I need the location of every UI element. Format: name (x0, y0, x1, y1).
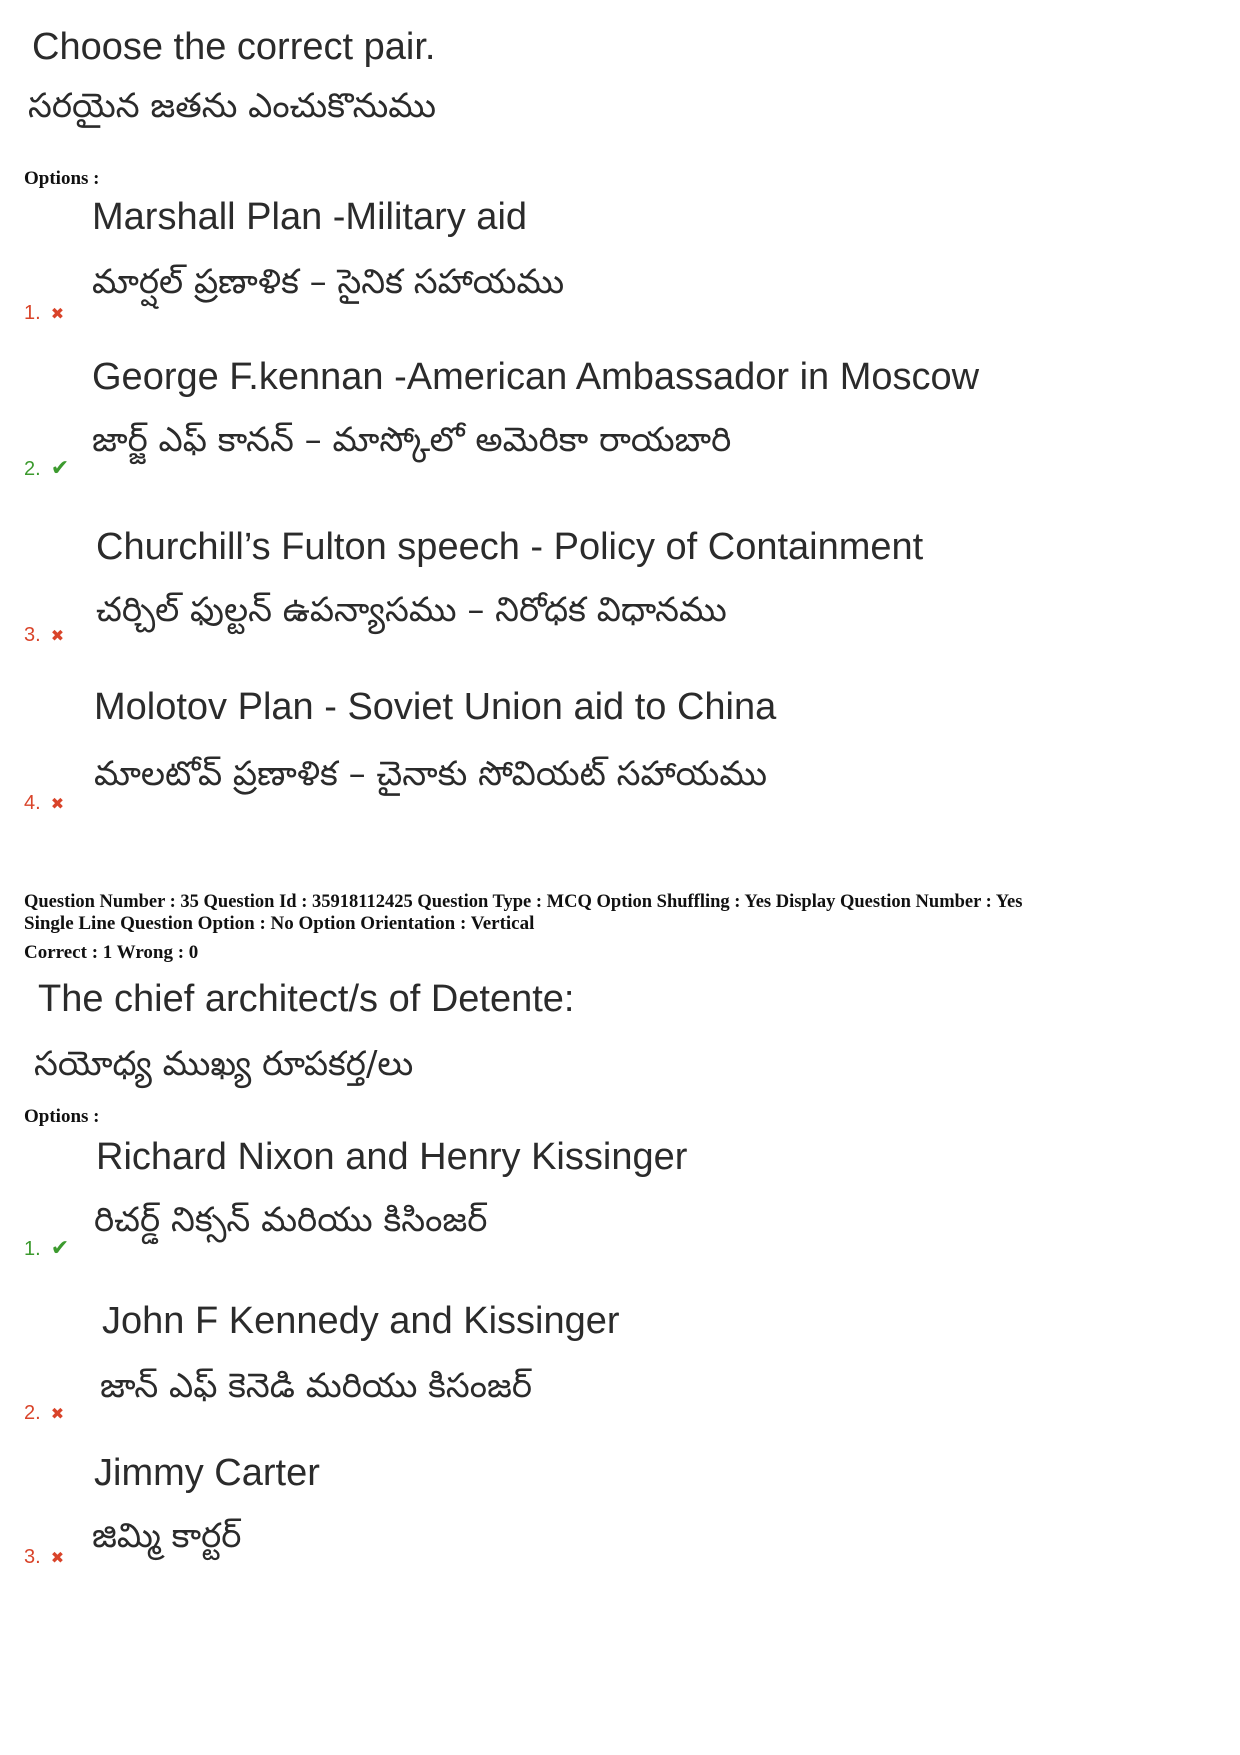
option-text-te: జార్జ్ ఎఫ్ కానన్ – మాస్కోలో అమెరికా రాయబారి (92, 420, 732, 460)
question-metadata-line2: Single Line Question Option : No Option Orientation : Vertical (24, 913, 535, 934)
option-text-te: జాన్ ఎఫ్ కెనెడి మరియు కిసంజర్ (100, 1366, 533, 1406)
question-text-en: The chief architect/s of Detente: (38, 978, 575, 1020)
option-number: 3. ✖ (24, 1546, 65, 1568)
option-text-te: మార్షల్ ప్రణాళిక – సైనిక సహాయము (92, 262, 565, 302)
option-text-en: George F.kennan -American Ambassador in Moscow (92, 356, 980, 398)
options-label: Options : (24, 168, 100, 189)
option-text-en: Marshall Plan -Military aid (92, 196, 528, 238)
question-metadata-line1: Question Number : 35 Question Id : 35918112425 Question Type : MCQ Option Shuffling : Yes Display Question Number : Yes (24, 892, 1023, 912)
wrong-icon: ✖ (50, 626, 65, 645)
option-text-en: Jimmy Carter (94, 1452, 320, 1494)
options-label: Options : (24, 1106, 100, 1127)
option-number: 2. ✔ (24, 456, 70, 481)
check-icon: ✔ (50, 456, 70, 481)
check-icon: ✔ (50, 1236, 70, 1261)
question-text-en: Choose the correct pair. (32, 26, 436, 68)
wrong-icon: ✖ (50, 794, 65, 813)
question-text-te: సరయైన జతను ఎంచుకొనుము (28, 86, 436, 126)
question-text-te: సయోధ్య ముఖ్య రూపకర్త/లు (34, 1044, 414, 1084)
option-text-te: రిచర్డ్ నిక్సన్ మరియు కిసింజర్ (94, 1200, 488, 1240)
option-text-te: మాలటోవ్ ప్రణాళిక – చైనాకు సోవియట్ సహాయము (94, 754, 768, 794)
wrong-icon: ✖ (50, 304, 65, 323)
option-text-en: Churchill’s Fulton speech - Policy of Containment (96, 526, 924, 568)
option-number: 2. ✖ (24, 1402, 65, 1424)
wrong-icon: ✖ (50, 1404, 65, 1423)
option-text-en: John F Kennedy and Kissinger (102, 1300, 620, 1342)
option-number: 1. ✖ (24, 302, 65, 324)
option-number: 1. ✔ (24, 1236, 70, 1261)
option-text-te: జిమ్మి కార్టర్ (92, 1516, 242, 1556)
option-text-en: Richard Nixon and Henry Kissinger (96, 1136, 688, 1178)
option-number: 4. ✖ (24, 792, 65, 814)
option-number: 3. ✖ (24, 624, 65, 646)
option-text-te: చర్చిల్ ఫుల్టన్ ఉపన్యాసము – నిరోధక విధానము (96, 590, 727, 630)
marks-scheme: Correct : 1 Wrong : 0 (24, 942, 199, 963)
option-text-en: Molotov Plan - Soviet Union aid to China (94, 686, 777, 728)
wrong-icon: ✖ (50, 1548, 65, 1567)
